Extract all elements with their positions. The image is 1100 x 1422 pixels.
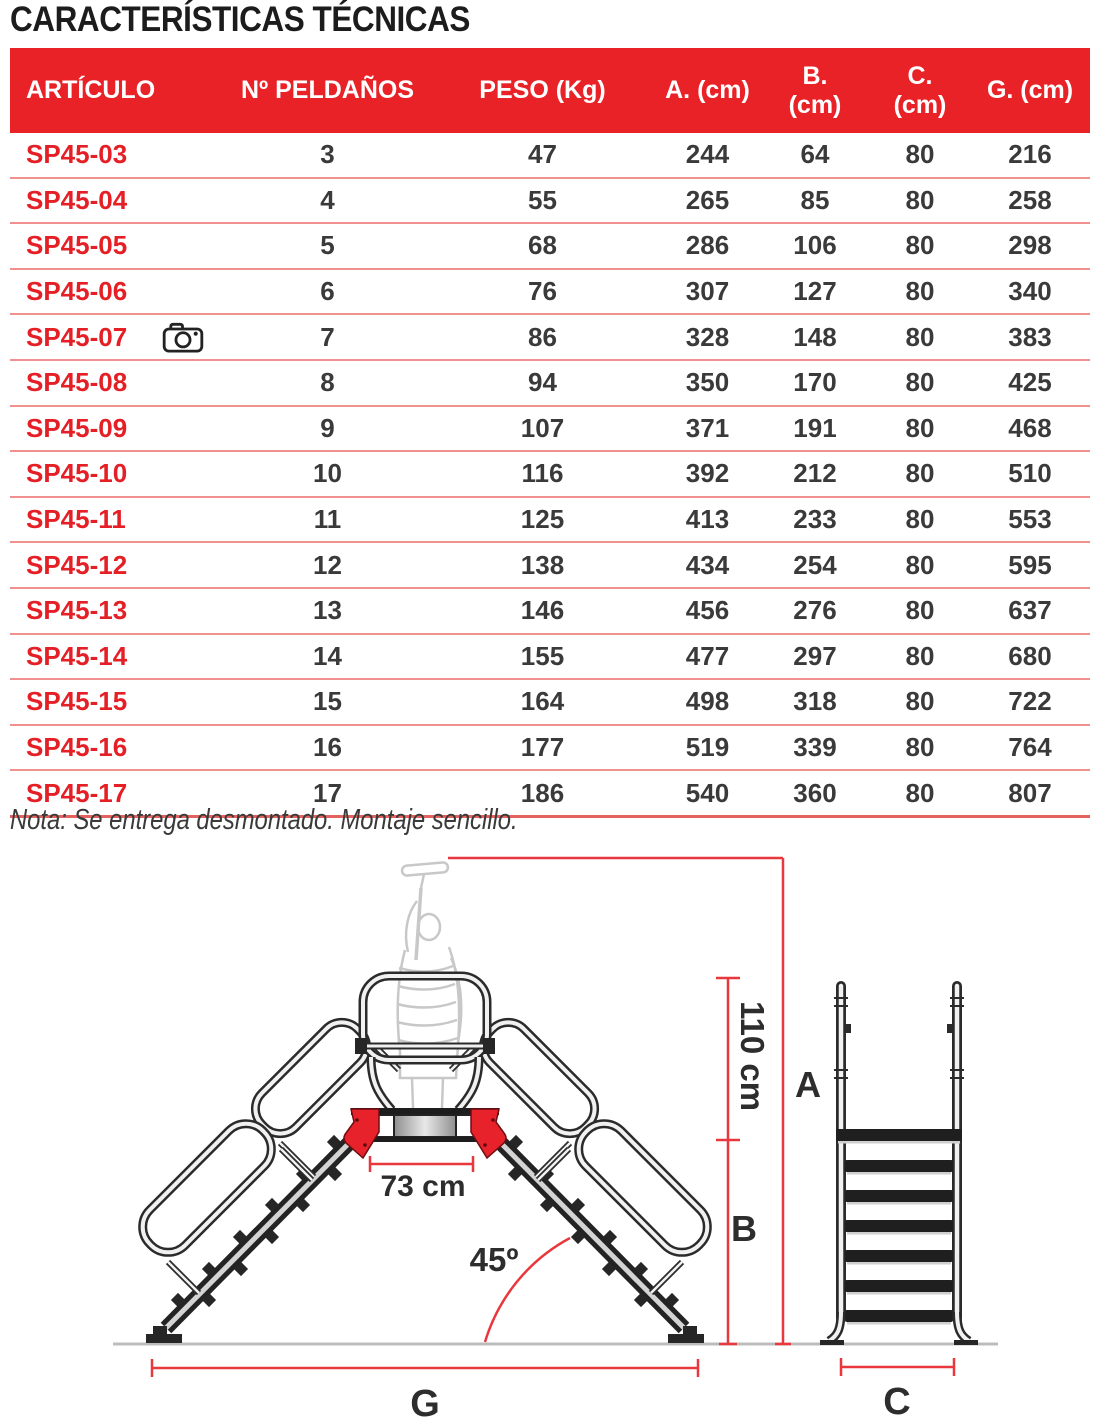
dim-line-c: [841, 1358, 954, 1376]
angle-label: 45º: [469, 1241, 519, 1278]
dim-label-b: B: [731, 1208, 757, 1249]
staircase-front-left: [133, 1013, 399, 1343]
technical-diagram: [0, 845, 1100, 1422]
table-row: SP45-09 9 107 371 191 80 468: [10, 406, 1090, 452]
table-row: SP45-08 8 94 350 170 80 425: [10, 360, 1090, 406]
table-row: SP45-11 11 125 413 233 80 553: [10, 497, 1090, 543]
table-row: SP45-15 15 164 498 318 80 722: [10, 679, 1090, 725]
col-header-articulo: ARTÍCULO: [10, 48, 225, 133]
dim-label-110cm: 110 cm: [734, 1000, 771, 1112]
col-header-a: A. (cm): [655, 48, 760, 133]
staircase-front-right: [451, 1013, 717, 1343]
table-row: SP45-13 13 146 456 276 80 637: [10, 588, 1090, 634]
table-row: SP45-16 16 177 519 339 80 764: [10, 725, 1090, 771]
table-row-with-photo: SP45-07 7 86 328 148 80 383: [10, 314, 1090, 360]
table-row: SP45-17 17 186 540 360 80 807: [10, 770, 1090, 816]
table-row: SP45-10 10 116 392 212 80 510: [10, 451, 1090, 497]
platform: [344, 1108, 506, 1158]
spec-table: [10, 48, 1090, 818]
dim-label-c: C: [883, 1381, 911, 1422]
dim-label-g: G: [410, 1383, 440, 1422]
camera-icon[interactable]: [162, 321, 204, 353]
platform-guardrail: [355, 976, 495, 1110]
table-header-row: [10, 48, 1090, 133]
article-label: SP45-07: [26, 321, 128, 352]
col-header-c: C. (cm): [870, 48, 970, 133]
page-title: CARACTERÍSTICAS TÉCNICAS: [10, 0, 470, 39]
col-header-peso: PESO (Kg): [430, 48, 655, 133]
table-row: SP45-06 6 76 307 127 80 340: [10, 269, 1090, 315]
table-row: SP45-03 3 47 244 64 80 216: [26, 139, 1052, 170]
col-header-g: G. (cm): [970, 48, 1090, 133]
side-view: [820, 986, 978, 1345]
table-row: SP45-14 14 155 477 297 80 680: [10, 634, 1090, 680]
col-header-peldanos: Nº PELDAÑOS: [225, 48, 430, 133]
col-header-b: B. (cm): [760, 48, 870, 133]
dim-label-a: A: [795, 1064, 821, 1105]
dim-label-73cm: 73 cm: [380, 1170, 466, 1203]
table-row: SP45-05 5 68 286 106 80 298: [10, 223, 1090, 269]
ghost-person: [397, 862, 461, 1138]
dim-line-a: [775, 858, 791, 1344]
table-row: SP45-12 12 138 434 254 80 595: [10, 542, 1090, 588]
dim-line-g: [152, 1359, 698, 1377]
dimension-lines: [152, 858, 954, 1377]
assembly-note: Nota: Se entrega desmontado. Montaje sencillo.: [10, 804, 518, 836]
table-row: SP45-04 4 55 265 85 80 258: [10, 178, 1090, 224]
